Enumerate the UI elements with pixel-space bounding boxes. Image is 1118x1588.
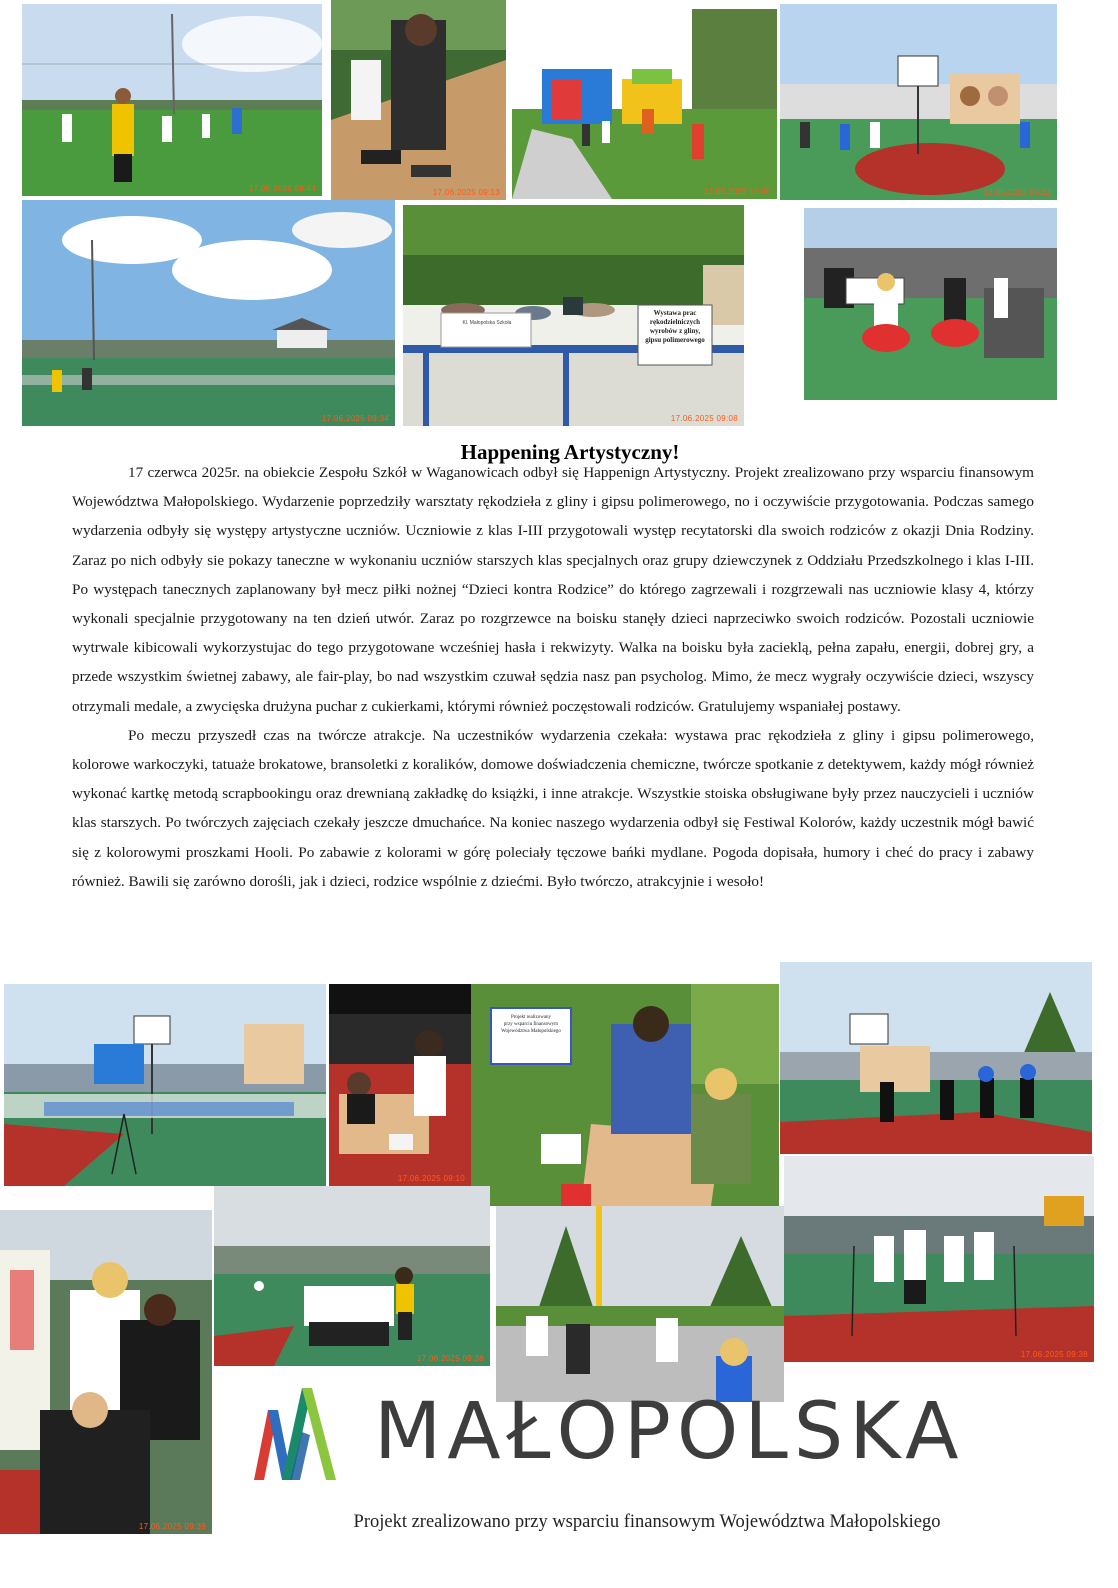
exhibition-sign: [639, 309, 711, 345]
photo-black-dancers: [780, 962, 1092, 1154]
photo-image: [804, 208, 1057, 400]
photo-image: [784, 1156, 1094, 1362]
sign-line: rękodzielniczych: [649, 318, 701, 326]
photo-braiding: [0, 1210, 212, 1534]
photo-timestamp: 17.06.2025 09:10: [397, 1174, 465, 1183]
photo-timestamp: 17.06.2025 09:44: [248, 184, 316, 193]
photo-image: [496, 1206, 784, 1402]
photo-crafts-woman: [471, 984, 779, 1206]
photo-image: [22, 200, 395, 426]
photo-image: [22, 4, 322, 196]
photo-image: [4, 984, 326, 1186]
poster-line: Województwa Małopolskiego: [501, 1029, 561, 1034]
photo-timestamp: 17.06.2025 10:40: [703, 187, 771, 196]
photo-image: [0, 1210, 212, 1534]
sign-line: wyrobów z gliny,: [649, 327, 701, 335]
photo-timestamp: 17.06.2025 09:08: [670, 414, 738, 423]
photo-timestamp: 17.06.2025 09:34: [321, 414, 389, 423]
sign-line: Wystawa prac: [653, 309, 697, 317]
malopolska-logo-mark-icon: [244, 1380, 362, 1482]
photo-dance-court: [780, 4, 1057, 200]
photo-bouncy-castle: [512, 9, 777, 199]
photo-football-field: [22, 4, 322, 196]
photo-image: [512, 9, 777, 199]
photo-pines: [496, 1206, 784, 1402]
article-body: [72, 458, 1034, 896]
photo-court-line: [4, 984, 326, 1186]
photo-huddle: [214, 1186, 490, 1366]
photo-white-shirts: [784, 1156, 1094, 1362]
photo-image: [780, 4, 1057, 200]
poster-line: Projekt realizowany: [510, 1015, 552, 1020]
article-paragraph: Po meczu przyszedł czas na twórcze atrakcje. Na uczestników wydarzenia czekała: wystawa prac rękodzieła z gliny i gipsu polimerowego, kolorowe warkoczyki, tatuaże brokatowe, bransoletki z koralików, domowe doświadczenia chemiczne, twórcze spotkanie z detektywem, każdy mógł również wykonać kartkę metodą scrapbookingu oraz drewnianą zakładkę do książki, i inne atrakcje. Wszystkie stoiska obsługiwane były przez nauczycieli i uczniów klas starszych. Po twórczych zajęciach czekały jeszcze dmuchańce. Na koniec naszego wydarzenia odbył się Festiwal Kolorów, każdy uczestnik mógł bawić się z kolorowymi proszkami Hooli. Po zabawie z kolorami w górę poleciały tęczowe bańki mydlane. Pogoda dopisała, humory i cheć do pracy i zabawy również. Bawili się zarówno dorośli, jak i dzieci, rodzice wspólnie z dziećmi. Było twórczo, atrakcyjnie i wesoło!: [72, 726, 1034, 890]
article-paragraph: 17 czerwca 2025r. na obiekcie Zespołu Szkół w Waganowicach odbył się Happenign Artystyczny. Projekt zrealizowano przy wsparciu finansowym Województwa Małopolskiego. Wydarzenie poprzedziły warsztaty rękodzieła z gliny i gipsu polimerowego, no i oczywiście przygotowania. Podczas samego wydarzenia odbyły się występy artystyczne uczniów. Uczniowie z klas I-III przygotowali występ recytatorski dla swoich rodziców z okazji Dnia Rodziny. Zaraz po nich odbyły sie pokazy taneczne w wykonaniu uczniów starszych klas specjalnych oraz grupy dziewczynek z Oddziału Przedszkolnego i klas I-III. Po występach tanecznych zaplanowany był mecz piłki nożnej “Dzieci kontra Rodzice” do którego zagrzewali i rozgrzewali nas uczniowie klasy 4, którzy wykonali specjalnie przygotowany na ten dzień utwór. Zaraz po rozgrzewce na boisku stanęły dzieci naprzeciwko swoich rodziców. Pozostali uczniowie wytrwale kibicowali wykorzystujac do tego przygotowane wcześniej hasła i rekwizyty. Walka na boisku była zacieklą, pełna zapału, energii, dobrej gry, a przede wszystkim świetnej zabawy, ale fair-play, bo nad wszystkim czuwał sędzia nasz pan psycholog. Mimo, że mecz wygrały oczywiście dzieci, wszyscy otrzymali medale, a zwycięska drużyna puchar z cukierkami, którymi również poczęstowali rodziców. Gratulujemy wspaniałej postawy.: [72, 464, 1034, 715]
exhibition-label: Kl. Małopolska Szkoła: [462, 320, 512, 326]
poster-line: przy wsparciu finansowym: [503, 1022, 559, 1027]
photo-red-skirts: [804, 208, 1057, 400]
photo-timestamp: 17.06.2025 09:32: [983, 188, 1051, 197]
page-title: Happening Artystyczny!: [460, 440, 680, 465]
malopolska-logo: [244, 1380, 984, 1482]
photo-image: [331, 0, 506, 200]
sign-line: gipsu polimerowego: [645, 336, 705, 344]
photo-image: [214, 1186, 490, 1366]
photo-sky-court: [22, 200, 395, 426]
photo-timestamp: 17.06.2025 09:13: [432, 188, 500, 197]
photo-bracelets: [329, 984, 471, 1186]
photo-exhibition-table: [403, 205, 744, 426]
photo-timestamp: 17.06.2025 09:39: [138, 1522, 206, 1531]
photo-image: [329, 984, 471, 1186]
photo-timestamp: 17.06.2025 09:38: [1020, 1350, 1088, 1359]
photo-image: [780, 962, 1092, 1154]
photo-timestamp: 17.06.2025 09:38: [416, 1354, 484, 1363]
funding-footer: Projekt zrealizowano przy wsparciu finansowym Województwa Małopolskiego: [353, 1512, 941, 1532]
funding-poster: [493, 1014, 569, 1035]
malopolska-logo-text: MAŁOPOLSKA: [374, 1387, 965, 1477]
photo-clay-table: [331, 0, 506, 200]
